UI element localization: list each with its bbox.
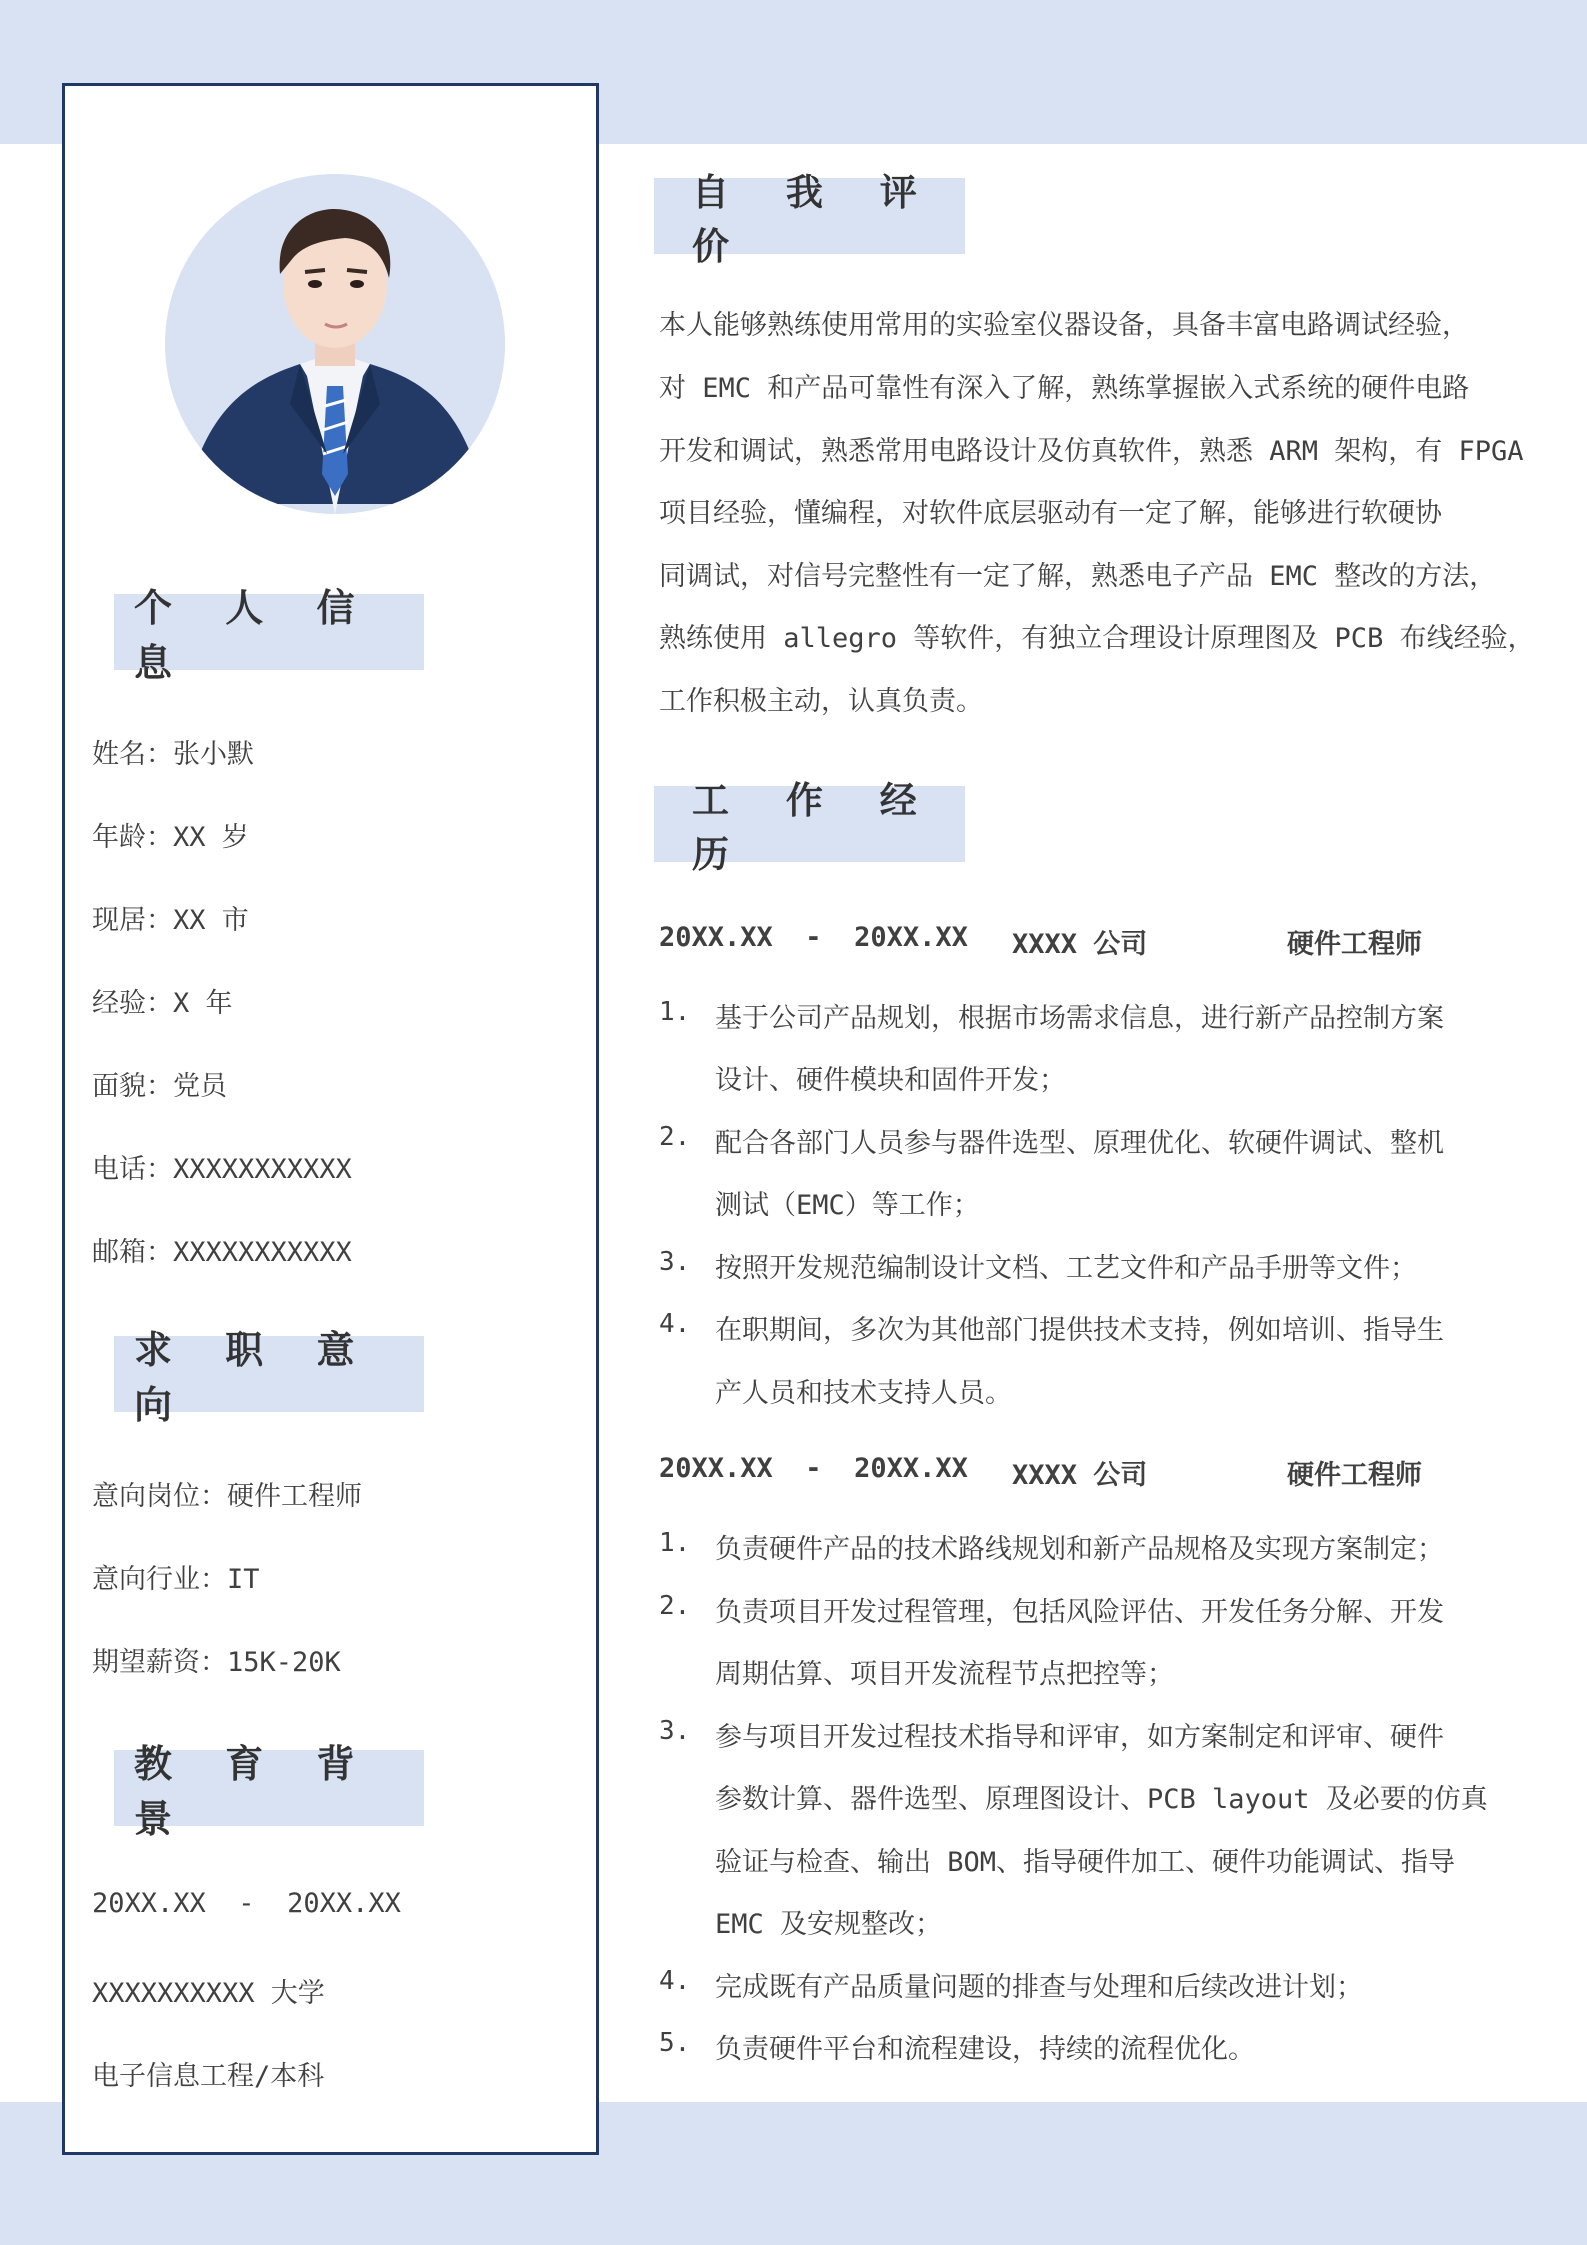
job-period: 20XX.XX - 20XX.XX xyxy=(659,1453,968,1484)
self-evaluation-line: 开发和调试，熟悉常用电路设计及仿真软件，熟悉 ARM 架构，有 FPGA xyxy=(659,436,1524,467)
info-residence: 现居：XX 市 xyxy=(92,905,249,936)
businessman-portrait-icon xyxy=(165,174,505,514)
education-period: 20XX.XX - 20XX.XX xyxy=(92,1888,401,1919)
list-item: 参与项目开发过程技术指导和评审，如方案制定和评审、硬件 xyxy=(715,1722,1444,1753)
list-item: 完成既有产品质量问题的排查与处理和后续改进计划； xyxy=(715,1972,1363,2003)
self-evaluation-line: 本人能够熟练使用常用的实验室仪器设备，具备丰富电路调试经验， xyxy=(659,310,1469,341)
list-number: 4. xyxy=(659,1309,691,1339)
self-evaluation-heading: 自 我 评 价 xyxy=(654,178,965,254)
list-number: 2. xyxy=(659,1591,691,1621)
info-political-status: 面貌：党员 xyxy=(92,1071,227,1102)
education-heading: 教 育 背 景 xyxy=(114,1750,424,1826)
list-number: 3. xyxy=(659,1247,691,1277)
list-number: 1. xyxy=(659,997,691,1027)
job-title: 硬件工程师 xyxy=(1287,1460,1422,1491)
list-item: 基于公司产品规划，根据市场需求信息，进行新产品控制方案 xyxy=(715,1003,1444,1034)
list-number: 1. xyxy=(659,1528,691,1558)
list-item: 配合各部门人员参与器件选型、原理优化、软硬件调试、整机 xyxy=(715,1128,1444,1159)
job-title: 硬件工程师 xyxy=(1287,929,1422,960)
info-experience: 经验：X 年 xyxy=(92,988,233,1019)
intention-position: 意向岗位：硬件工程师 xyxy=(92,1481,362,1512)
work-experience-heading: 工 作 经 历 xyxy=(654,786,965,862)
avatar xyxy=(165,174,505,514)
info-email: 邮箱：XXXXXXXXXXX xyxy=(92,1237,352,1268)
self-evaluation-line: 熟练使用 allegro 等软件，有独立合理设计原理图及 PCB 布线经验， xyxy=(659,623,1535,654)
personal-info-heading: 个 人 信 息 xyxy=(114,594,424,670)
list-item: 负责硬件产品的技术路线规划和新产品规格及实现方案制定； xyxy=(715,1534,1444,1565)
list-item: 按照开发规范编制设计文档、工艺文件和产品手册等文件； xyxy=(715,1253,1417,1284)
self-evaluation-line: 同调试，对信号完整性有一定了解，熟悉电子产品 EMC 整改的方法， xyxy=(659,561,1497,592)
job-company: XXXX 公司 xyxy=(1012,929,1148,960)
list-number: 3. xyxy=(659,1716,691,1746)
list-item: EMC 及安规整改； xyxy=(715,1909,943,1940)
list-number: 5. xyxy=(659,2028,691,2058)
job-header xyxy=(659,1453,1539,1489)
info-phone: 电话：XXXXXXXXXXX xyxy=(92,1154,352,1185)
list-item: 在职期间，多次为其他部门提供技术支持，例如培训、指导生 xyxy=(715,1315,1444,1346)
list-item: 验证与检查、输出 BOM、指导硬件加工、硬件功能调试、指导 xyxy=(715,1847,1456,1878)
list-item: 设计、硬件模块和固件开发； xyxy=(715,1065,1066,1096)
job-header xyxy=(659,922,1539,958)
intention-salary: 期望薪资：15K-20K xyxy=(92,1647,341,1678)
list-item: 负责硬件平台和流程建设，持续的流程优化。 xyxy=(715,2034,1255,2065)
intention-industry: 意向行业：IT xyxy=(92,1564,260,1595)
self-evaluation-line: 工作积极主动，认真负责。 xyxy=(659,686,983,717)
education-major: 电子信息工程/本科 xyxy=(92,2061,325,2092)
list-item: 产人员和技术支持人员。 xyxy=(715,1378,1012,1409)
education-school: XXXXXXXXXX 大学 xyxy=(92,1978,325,2009)
list-item: 测试（EMC）等工作； xyxy=(715,1190,980,1221)
list-item: 参数计算、器件选型、原理图设计、PCB layout 及必要的仿真 xyxy=(715,1784,1488,1815)
job-intention-heading: 求 职 意 向 xyxy=(114,1336,424,1412)
self-evaluation-line: 对 EMC 和产品可靠性有深入了解，熟练掌握嵌入式系统的硬件电路 xyxy=(659,373,1470,404)
list-item: 周期估算、项目开发流程节点把控等； xyxy=(715,1659,1174,1690)
list-number: 4. xyxy=(659,1966,691,1996)
info-name: 姓名：张小默 xyxy=(92,739,254,770)
sidebar-card xyxy=(62,83,599,2155)
list-item: 负责项目开发过程管理，包括风险评估、开发任务分解、开发 xyxy=(715,1597,1444,1628)
list-number: 2. xyxy=(659,1122,691,1152)
job-company: XXXX 公司 xyxy=(1012,1460,1148,1491)
info-age: 年龄：XX 岁 xyxy=(92,822,249,853)
job-period: 20XX.XX - 20XX.XX xyxy=(659,922,968,953)
self-evaluation-line: 项目经验，懂编程，对软件底层驱动有一定了解，能够进行软硬协 xyxy=(659,498,1442,529)
